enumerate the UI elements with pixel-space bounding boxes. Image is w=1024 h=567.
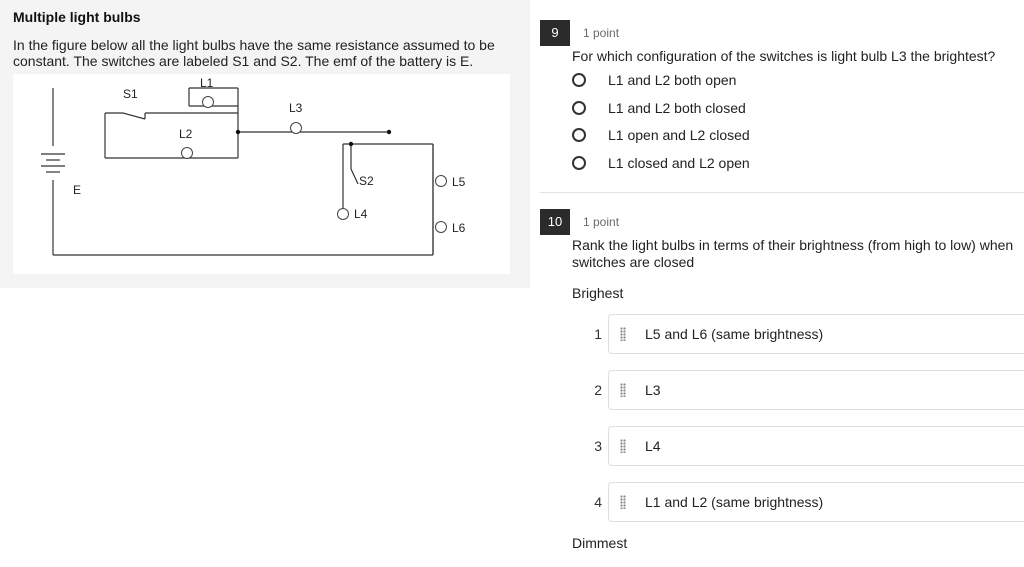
label-s1: S1: [123, 87, 138, 101]
question-points-10: 1 point: [583, 215, 620, 229]
drag-handle-icon[interactable]: [620, 383, 626, 397]
junction-dot: [349, 142, 353, 146]
rank-bottom-label: Dimmest: [572, 535, 628, 551]
label-l2: L2: [179, 127, 193, 141]
drag-handle-icon[interactable]: [620, 439, 626, 453]
context-description: In the figure below all the light bulbs have the same resistance assumed to be constant. The switches are labeled S1 and S2. The emf of the battery is E.: [13, 37, 495, 69]
rank-row[interactable]: [580, 426, 1024, 466]
q9-option-label: L1 closed and L2 open: [608, 155, 750, 171]
bulb-icon: [436, 176, 447, 187]
label-l1: L1: [200, 76, 214, 90]
context-title: Multiple light bulbs: [13, 9, 141, 25]
switch-s1-blade: [123, 113, 145, 119]
label-s2: S2: [359, 174, 374, 188]
bulb-icon: [291, 123, 302, 134]
rank-row[interactable]: [580, 370, 1024, 410]
drag-handle-icon[interactable]: [620, 495, 626, 509]
rank-number: 2: [594, 382, 602, 398]
bulb-icon: [182, 148, 193, 159]
junction-dot: [387, 130, 391, 134]
q9-option-label: L1 and L2 both open: [608, 72, 737, 88]
rank-item-draggable[interactable]: [608, 426, 1024, 466]
label-e: E: [73, 183, 82, 197]
rank-item-label: L3: [645, 382, 661, 398]
radio-icon[interactable]: [572, 128, 586, 142]
label-l5: L5: [452, 175, 466, 189]
rank-item-draggable[interactable]: [608, 482, 1024, 522]
battery-icon: [41, 154, 65, 172]
question-text-10: Rank the light bulbs in terms of their brightness (from high to low) when switches are closed: [572, 237, 1014, 270]
rank-row[interactable]: [580, 482, 1024, 522]
question-context-panel: [0, 0, 530, 288]
label-l3: L3: [289, 101, 303, 115]
question-divider: [540, 192, 1024, 193]
radio-icon[interactable]: [572, 73, 586, 87]
label-l4: L4: [354, 207, 368, 221]
question-points-9: 1 point: [583, 26, 620, 40]
rank-item-draggable[interactable]: [608, 370, 1024, 410]
q9-option-label: L1 and L2 both closed: [608, 100, 746, 116]
rank-item-draggable[interactable]: [608, 314, 1024, 354]
q9-option-2[interactable]: [572, 98, 746, 118]
q9-option-1[interactable]: [572, 70, 736, 90]
rank-number: 3: [594, 438, 602, 454]
circuit-figure: [13, 74, 510, 274]
radio-icon[interactable]: [572, 101, 586, 115]
rank-item-label: L4: [645, 438, 661, 454]
rank-top-label: Brighest: [572, 285, 624, 301]
question-number-10: 10: [540, 209, 570, 235]
bulb-icon: [436, 222, 447, 233]
bulb-icon: [203, 97, 214, 108]
question-text-9: For which configuration of the switches is light bulb L3 the brightest?: [572, 48, 996, 64]
rank-number: 4: [594, 494, 602, 510]
rank-item-label: L5 and L6 (same brightness): [645, 326, 824, 342]
rank-row[interactable]: [580, 314, 1024, 354]
bulb-icon: [338, 209, 349, 220]
circuit-diagram: [13, 74, 510, 274]
q9-option-4[interactable]: [572, 153, 750, 173]
rank-item-label: L1 and L2 (same brightness): [645, 494, 824, 510]
radio-icon[interactable]: [572, 156, 586, 170]
q9-option-label: L1 open and L2 closed: [608, 127, 750, 143]
switch-s2-blade: [351, 169, 358, 184]
label-l6: L6: [452, 221, 466, 235]
q9-option-3[interactable]: [572, 125, 750, 145]
rank-number: 1: [594, 326, 602, 342]
junction-dot: [236, 130, 240, 134]
drag-handle-icon[interactable]: [620, 327, 626, 341]
question-number-9: 9: [540, 20, 570, 46]
